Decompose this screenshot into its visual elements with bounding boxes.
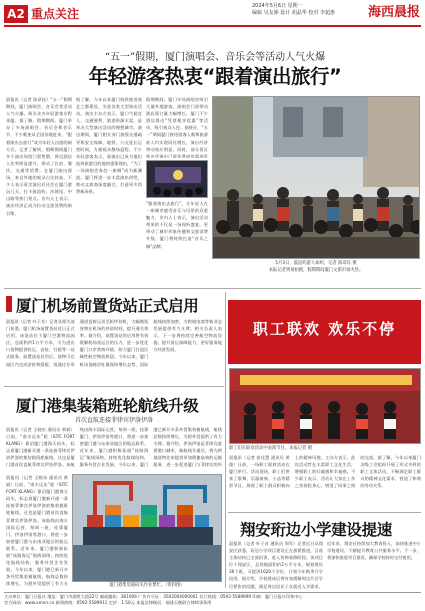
lead-inset-photo bbox=[146, 160, 208, 198]
school-body-right: 近年来，翔安区持续加大教育投入，加快推进中小学校建设，不断提升教育公共服务水平。下一步，将加快推进项目建设，确保学校按时交付使用。 bbox=[327, 541, 421, 561]
lead-kicker: “五一”假期，厦门演唱会、音乐会等活动人气火爆 bbox=[104, 52, 326, 63]
divider-lead bbox=[4, 288, 421, 289]
port-photo-illustration bbox=[73, 475, 222, 582]
lead-body-col3: 假期期间，厦门多场演唱会吸引大量外地游客，演唱会门票带动酒店预订量大幅增长。厦门不少酒店推出“凭票根享优惠”等活动，吸引观众入住。据统计，“五一”期间厦门接待游客人数和旅游收入均实现同比增长，演出经济带动效应明显。同时，部分景区推出凭演出门票免费或优惠游览 bbox=[146, 97, 208, 158]
page-number: A2 bbox=[4, 5, 28, 23]
date-line bbox=[252, 3, 362, 17]
school-headline: 翔安珩边小学建设提速 bbox=[240, 521, 393, 539]
lead-headline: 年轻游客热衷“跟着演出旅行” bbox=[88, 65, 342, 88]
employment-photo-caption: 职工们在联欢活动中表演节目。本报记者 摄 bbox=[229, 446, 313, 451]
port-headline: 厦门港集装箱班轮航线升级 bbox=[16, 397, 199, 415]
lead-photo-caption-1: 5月3日，鼓浪屿游人如织，记者 陈章钰 摄 bbox=[275, 261, 357, 266]
airport-headline: 厦门机场前置货站正式启用 bbox=[16, 297, 199, 315]
port-photo bbox=[72, 474, 222, 582]
airport-headline-marker bbox=[6, 296, 12, 312]
footer-line-2: 官方网站：www.xmnn.cn 新闻热线：0592-5589911 定价：1.50元 本报法律顾问：福建天衡联合律师事务所 bbox=[4, 600, 212, 605]
editor-text: 编辑 吴友娣 设计 胡晶华 校对 李超惠 bbox=[252, 10, 335, 16]
employment-banner-title: 职工联欢 欢乐不停 bbox=[252, 320, 397, 338]
lead-body-col1: 晨报讯（记者 陈章钰）“五一”假期期间，厦门演唱会、音乐会等活动人气火爆，吸引众多年轻游客专程来厦。据了解，假期期间，厦门举办了多场演唱会、音乐会和音乐节，不少歌迷从全国各地赶来，“跟着演出去旅行”成为年轻人出游的新方式。记者了解到，假期期间厦门多个演出场馆门票售罄，周边酒店入住率明显提升，带动了住宿、餐饮、交通等消费。在厦门演出现场，来自外地的观众占比较高，不少人表示看完演出后还会在厦门游玩几天，打卡鼓浪屿、沙坡尾、中山路等热门景点。业内人士表示，演出经济正成为拉动文旅消费的新引擎。 bbox=[6, 97, 72, 216]
lead-body-col4: “跟着演出去旅行”，让年轻人在一座城市感受音乐与风景的双重魅力。业内人士表示，演出活动带来的不仅是一场视听盛宴，更带动了城市形象传播和文旅消费升级，厦门将持续打造“音乐之城”品牌。 bbox=[146, 201, 208, 249]
divider-employment bbox=[228, 512, 421, 513]
footer-line-1: 主办单位：厦门日报社 地址：厦门市湖里大道22号 邮政编码：361006 广告许可证：3502004000001 发行热线：0592-5589999 印刷：厦门日报社印务中心 bbox=[4, 594, 303, 599]
school-body-left: 晨报讯（记者 叶子音 通讯员 周军）记者近日从翔安区获悉，珩边小学项目建设正在加紧推进，目前主体结构已全部封顶，进入装饰装修阶段。该项目位于翔安区，总用地面积约2万平方米，规划建设36个班，可提供1620个学位，计划今年秋季开学投用。据介绍，学校建成后将有效缓解周边片区学位紧张的问题，满足周边居民子女就近入学需求， bbox=[229, 541, 323, 589]
crowd-photo-illustration bbox=[213, 97, 420, 259]
lead-body-col2: 据了解，今年以来厦门持续推进演艺之都建设，引进各类大型演出活动。演出主办方表示，厦门气候宜人、交通便利、旅游资源丰富，是举办大型演出活动的理想城市。演出期间，厦门相关部门加强交通疏导和安全保障，地铁、公交延长运营时间，方便观众散场返程。不少年轻游客表示，看演出已成为他们选择旅游目的地的重要理由，“为了一场演唱会奔赴一座城”成为新潮流。厦门将进一步丰富演出供给，推动文旅商深度融合，打造更多消费新场景。 bbox=[76, 97, 142, 195]
employment-body: 晨报讯（记者 彭佳慧 通讯员 黄俊）日前，一场职工联欢活动在厦门举行。活动现场，职工们带来了歌舞、乐器演奏、小品等精彩节目，展现了职工群众积极向上的精神风貌。主办方表示，此次活动旨在丰富职工文化生活，增强职工的归属感和幸福感。不少职工表示，活动让大家在工作之余放松身心，增进了同事之间的交流。据了解，今年以来厦门各级工会组织开展了形式多样的职工文体活动，不断满足职工群众的精神文化需求，营造了和谐的劳动关系。 bbox=[229, 455, 421, 489]
page-footer bbox=[4, 592, 421, 606]
section-title: 重点关注 bbox=[31, 7, 80, 21]
lead-photo-caption-2: 本报记者到场拍摄，假期期间厦门文旅市场火热。 bbox=[268, 268, 364, 273]
lead-photo bbox=[212, 96, 420, 259]
employment-photo bbox=[229, 368, 421, 444]
concert-photo-illustration bbox=[147, 161, 208, 198]
port-body-bottom: 晨报讯（记者 王晓东 通讯员 黄斌）日前，“南丰远东”轮（SITC FORT KLANG）靠泊厦门港海天码头，标志着厦门港新开通一条连接菲律宾伊洛伊洛的集装箱班轮航线，这也是厦门港首次直航菲律宾伊洛伊洛。该航线由海丰国际运营，每周一班，挂靠厦门、伊洛伊洛等港口，将进一步加密厦门港与东南亚地区的航运联系。近年来，厦门港积极拓展“丝路海运”航线网络，持续优化航线结构，服务外贸企业发展。今年以来，厦门港已新开多条外贸集装箱航线，航线总数持续增长，为稳外贸提供了有力支 bbox=[6, 475, 68, 586]
port-body-top: 晨报讯（记者 王晓东 通讯员 黄斌）日前，“南丰远东”轮（SITC FORT KLANG）靠泊厦门港海天码头，标志着厦门港新开通一条连接菲律宾伊洛伊洛的集装箱班轮航线，这也是厦门港首次直航菲律宾伊洛伊洛。该航线由海丰国际运营，每周一班，挂靠厦门、伊洛伊洛等港口，将进一步加密厦门港与东南亚地区的航运联系。近年来，厦门港积极拓展“丝路海运”航线网络，持续优化航线结构，服务外贸企业发展。今年以来，厦门港已新开多条外贸集装箱航线，航线总数持续增长，为稳外贸提供了有力支撑。据介绍，伊洛伊洛是菲律宾重要港口城市，新航线开通后，将为两地货物往来提供更加便捷高效的运输服务，进一步促进厦门与菲律宾的经 bbox=[6, 427, 222, 468]
port-photo-caption: 厦门港集装箱码头作业繁忙。（资料图） bbox=[109, 583, 185, 588]
column-divider bbox=[225, 292, 226, 588]
celebration-photo-illustration bbox=[230, 369, 421, 444]
port-subhead: 首次直航连接菲律宾伊洛伊洛 bbox=[74, 417, 153, 424]
divider-airport bbox=[4, 386, 224, 387]
header-rule bbox=[4, 25, 421, 27]
newspaper-logo: 海西晨报 bbox=[367, 5, 420, 20]
airport-body: 晨报讯（记者 叶子音）记者从相关部门获悉，厦门机场前置货站近日正式启用。该货站位于厦门空港物流园区，总面积约1万平方米，可为进出口货物提供收运、安检、打板等一站式服务。前置货站启用后，货物可在园区内完成安检和组板，再通过专用通道直接运送至机坪装机，大幅缩短货物在机场的停留时间，提升通关效率。据介绍，前置货站的启用将有效缓解机场货运区的压力，进一步优化厦门口岸营商环境，助力厦门打造区域性航空物流枢纽。今年以来，厦门机场货邮吞吐量保持增长态势，国际航线持续加密，为跨境电商等新业态发展提供有力支撑。相关负责人表示，下一步将持续完善航空物流设施，提升货运保障能力，更好服务地方经济发展。 bbox=[6, 319, 222, 367]
date-text: 2024年5月6日 星期一 bbox=[252, 3, 303, 9]
